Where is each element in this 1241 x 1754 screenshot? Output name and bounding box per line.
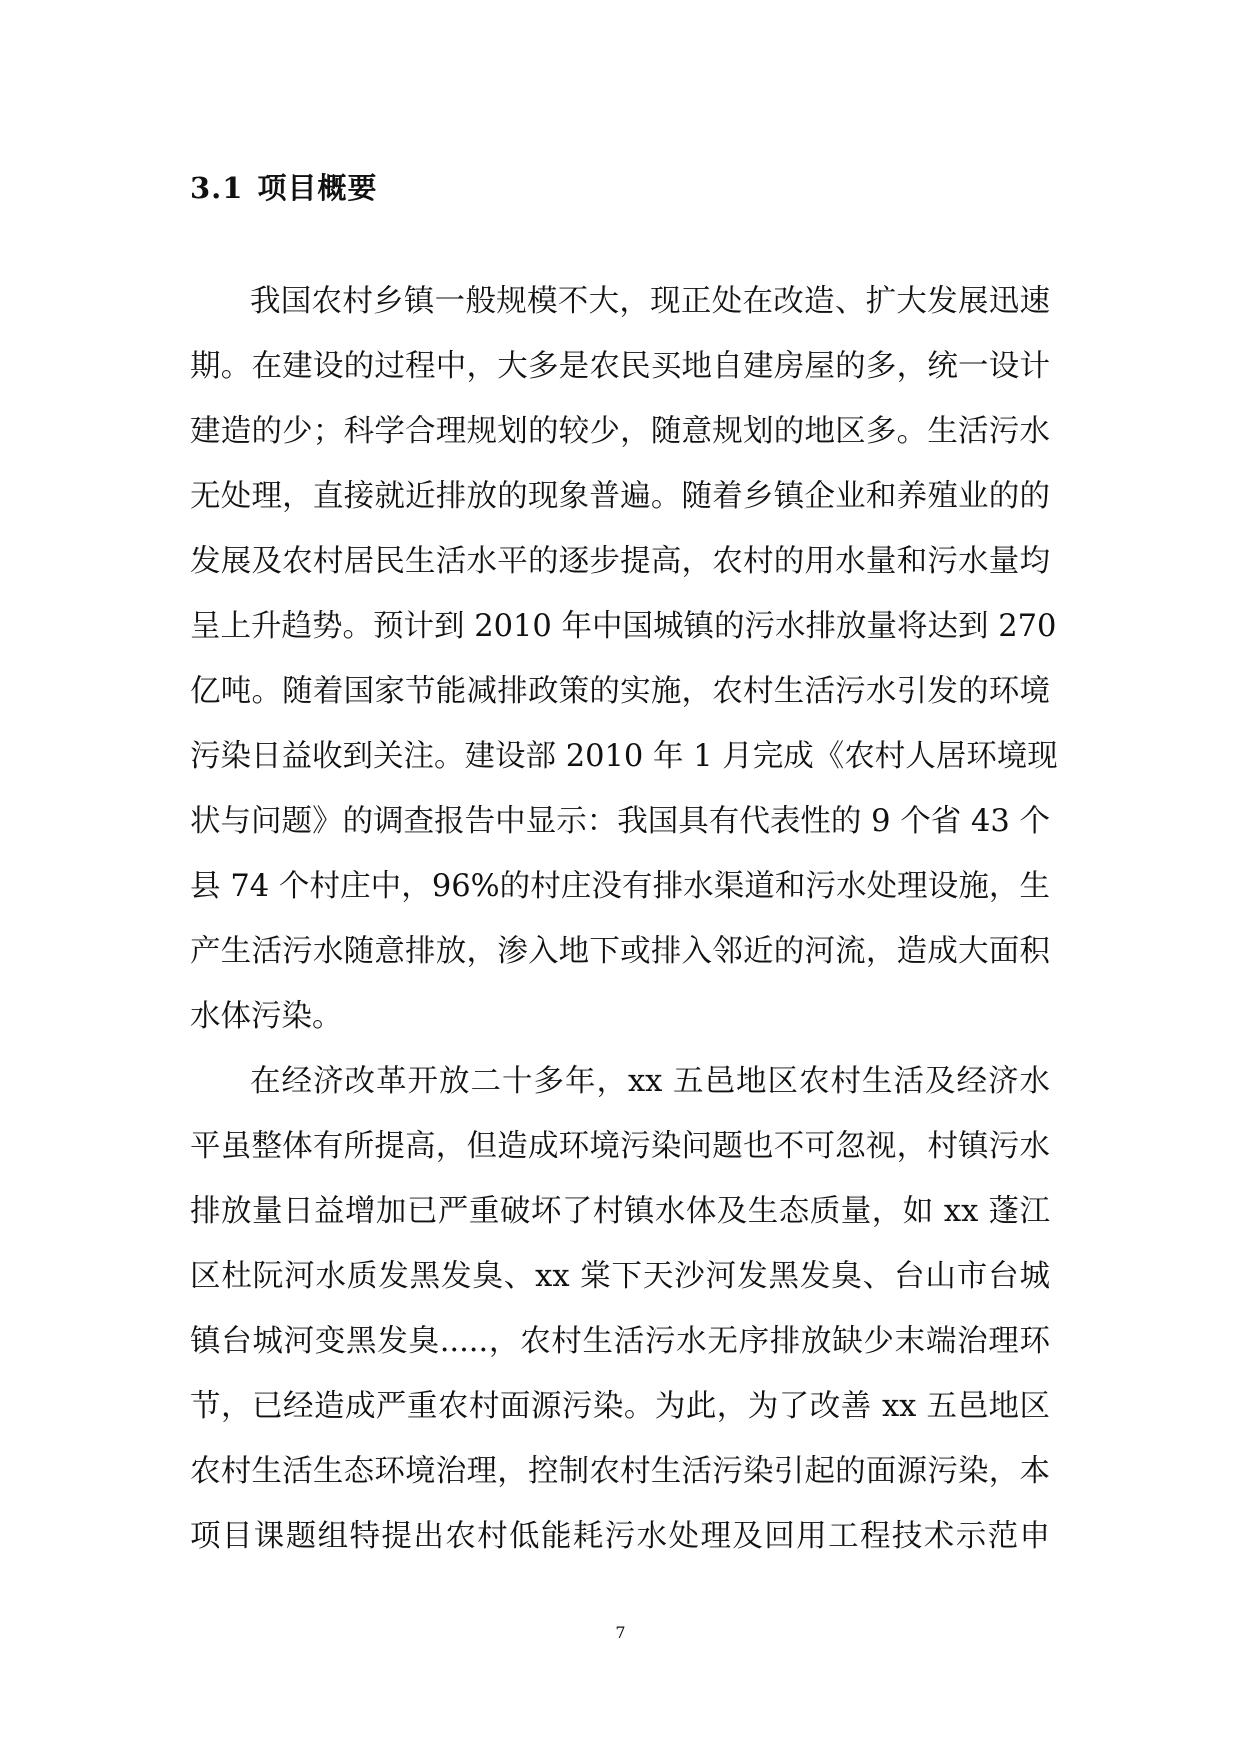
paragraph-line: 水体污染。	[190, 999, 343, 1034]
document-body	[190, 272, 1058, 1572]
paragraph-line: 污染日益收到关注。建设部 2010 年 1 月完成《农村人居环境现	[190, 739, 1058, 774]
section-title: 项目概要	[257, 171, 378, 205]
page-number: 7	[615, 1623, 626, 1642]
paragraph-line: 期。在建设的过程中，大多是农民买地自建房屋的多，统一设计	[190, 349, 1050, 384]
paragraph-line: 区杜阮河水质发黑发臭、xx 棠下天沙河发黑发臭、台山市台城	[190, 1259, 1050, 1294]
paragraph-line: 呈上升趋势。预计到 2010 年中国城镇的污水排放量将达到 270	[190, 609, 1057, 644]
paragraph-line: 产生活污水随意排放，渗入地下或排入邻近的河流，造成大面积	[190, 934, 1050, 969]
paragraph-line: 项目课题组特提出农村低能耗污水处理及回用工程技术示范申	[190, 1519, 1050, 1554]
paragraph-line: 在经济改革开放二十多年，xx 五邑地区农村生活及经济水	[250, 1064, 1050, 1099]
paragraph-line: 排放量日益增加已严重破坏了村镇水体及生态质量，如 xx 蓬江	[190, 1194, 1050, 1229]
paragraph-line: 状与问题》的调查报告中显示：我国具有代表性的 9 个省 43 个	[190, 804, 1050, 839]
paragraph-line: 发展及农村居民生活水平的逐步提高，农村的用水量和污水量均	[190, 544, 1050, 579]
paragraph-line: 农村生活生态环境治理，控制农村生活污染引起的面源污染，本	[190, 1454, 1050, 1489]
section-number: 3.1	[190, 171, 244, 205]
paragraph-line: 我国农村乡镇一般规模不大，现正处在改造、扩大发展迅速	[250, 284, 1050, 319]
paragraph-line: 节，已经造成严重农村面源污染。为此，为了改善 xx 五邑地区	[190, 1389, 1050, 1424]
paragraph-line: 镇台城河变黑发臭.....，农村生活污水无序排放缺少末端治理环	[190, 1324, 1050, 1359]
paragraph-line: 建造的少；科学合理规划的较少，随意规划的地区多。生活污水	[190, 414, 1050, 449]
paragraph-line: 无处理，直接就近排放的现象普遍。随着乡镇企业和养殖业的的	[190, 479, 1050, 514]
paragraph-line: 亿吨。随着国家节能减排政策的实施，农村生活污水引发的环境	[190, 674, 1050, 709]
section-heading	[190, 166, 377, 207]
paragraph-line: 平虽整体有所提高，但造成环境污染问题也不可忽视，村镇污水	[190, 1129, 1050, 1164]
paragraph-line: 县 74 个村庄中，96%的村庄没有排水渠道和污水处理设施，生	[190, 869, 1050, 904]
